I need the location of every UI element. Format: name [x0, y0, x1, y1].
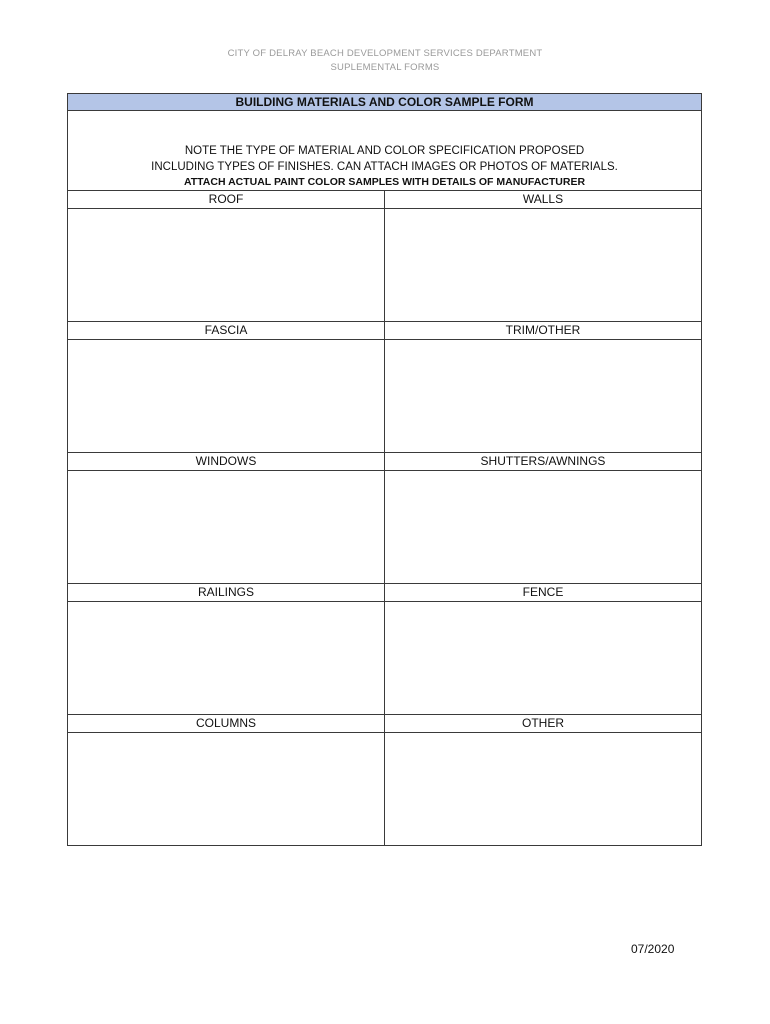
forms-category: SUPLEMENTAL FORMS — [330, 62, 440, 73]
section-row-windows-shutters — [68, 453, 701, 584]
columns-label: COLUMNS — [68, 715, 384, 733]
other-field[interactable] — [385, 733, 701, 845]
section-shutters-awnings — [384, 453, 701, 583]
fence-field[interactable] — [385, 602, 701, 714]
materials-form-table — [67, 93, 702, 846]
section-other — [384, 715, 701, 845]
windows-label: WINDOWS — [68, 453, 384, 471]
fence-label: FENCE — [385, 584, 701, 602]
section-row-railings-fence — [68, 584, 701, 715]
walls-field[interactable] — [385, 209, 701, 321]
section-fascia — [68, 322, 384, 452]
section-row-fascia-trim — [68, 322, 701, 453]
form-instructions — [68, 111, 701, 191]
form-title: BUILDING MATERIALS AND COLOR SAMPLE FORM — [68, 94, 701, 111]
section-row-columns-other — [68, 715, 701, 845]
roof-field[interactable] — [68, 209, 384, 321]
section-railings — [68, 584, 384, 714]
section-trim-other — [384, 322, 701, 452]
fascia-label: FASCIA — [68, 322, 384, 340]
railings-label: RAILINGS — [68, 584, 384, 602]
railings-field[interactable] — [68, 602, 384, 714]
instructions-line-1: NOTE THE TYPE OF MATERIAL AND COLOR SPECIFICATION PROPOSED — [184, 145, 585, 157]
fascia-field[interactable] — [68, 340, 384, 452]
shutters-awnings-field[interactable] — [385, 471, 701, 583]
roof-label: ROOF — [68, 191, 384, 209]
revision-date: 07/2020 — [631, 942, 675, 956]
shutters-awnings-label: SHUTTERS/AWNINGS — [385, 453, 701, 471]
windows-field[interactable] — [68, 471, 384, 583]
walls-label: WALLS — [385, 191, 701, 209]
instructions-line-2: INCLUDING TYPES OF FINISHES. CAN ATTACH IMAGES OR PHOTOS OF MATERIALS. — [151, 160, 618, 173]
section-windows — [68, 453, 384, 583]
section-walls — [384, 191, 701, 321]
section-fence — [384, 584, 701, 714]
instructions-line-3: ATTACH ACTUAL PAINT COLOR SAMPLES WITH DETAILS OF MANUFACTURER — [183, 176, 586, 188]
trim-other-field[interactable] — [385, 340, 701, 452]
section-row-roof-walls — [68, 191, 701, 322]
other-label: OTHER — [385, 715, 701, 733]
department-name: CITY OF DELRAY BEACH DEVELOPMENT SERVICES DEPARTMENT — [227, 48, 543, 59]
section-roof — [68, 191, 384, 321]
trim-other-label: TRIM/OTHER — [385, 322, 701, 340]
page-header — [0, 47, 770, 75]
section-columns — [68, 715, 384, 845]
columns-field[interactable] — [68, 733, 384, 845]
